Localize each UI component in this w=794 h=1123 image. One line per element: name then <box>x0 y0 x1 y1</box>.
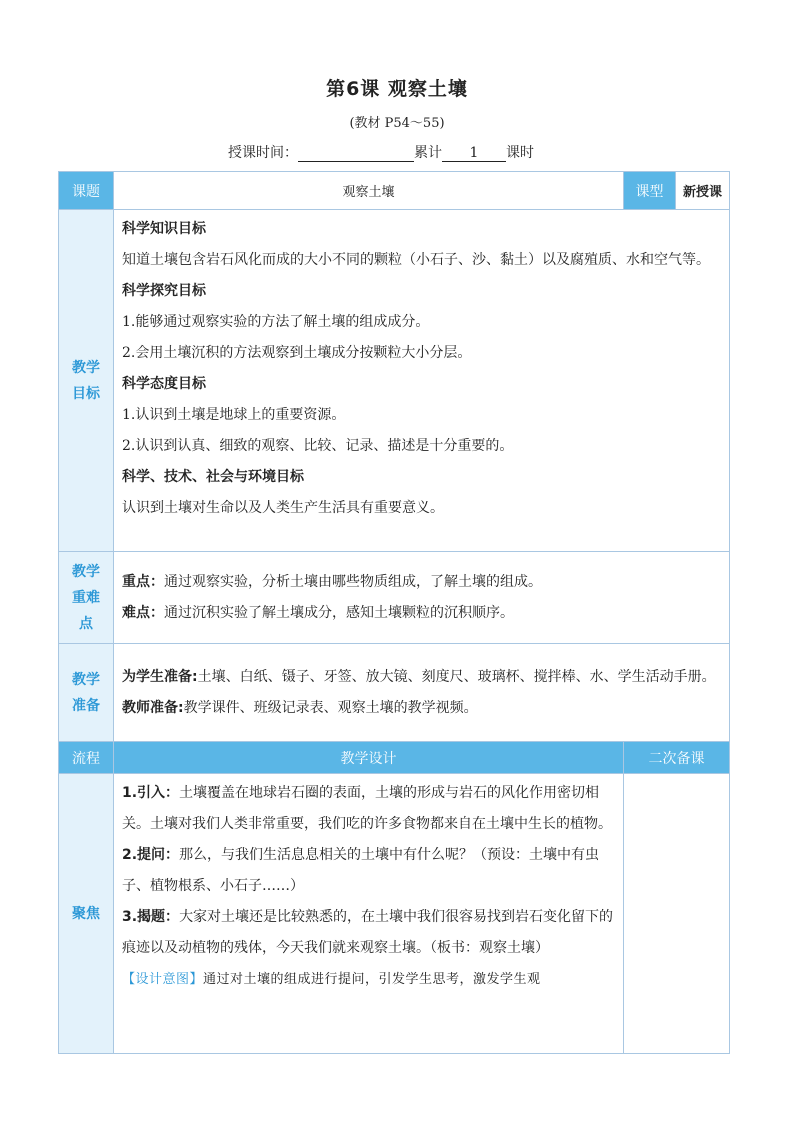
total-value: 1 <box>442 145 506 162</box>
difficult-point-line: 难点：通过沉积实验了解土壤成分，感知土壤颗粒的沉积顺序。 <box>122 604 514 621</box>
lesson-meta <box>228 142 534 162</box>
key-points-label: 教学 重难 点 <box>59 552 114 644</box>
goal-heading: 科学知识目标 <box>122 221 206 237</box>
goals-content <box>114 210 730 552</box>
goal-heading: 科学探究目标 <box>122 283 206 299</box>
goals-label: 教学 目标 <box>59 210 114 552</box>
focus-item: 1.引入：土壤覆盖在地球岩石圈的表面，土壤的形成与岩石的风化作用密切相关。土壤对我们人类非常重要，我们吃的许多食物都来自在土壤中生长的植物。 <box>122 785 612 832</box>
goal-line: 2.会用土壤沉积的方法观察到土壤成分按颗粒大小分层。 <box>122 345 472 361</box>
goal-line: 1.认识到土壤是地球上的重要资源。 <box>122 407 346 423</box>
time-label: 授课时间： <box>228 145 298 161</box>
focus-item: 3.揭题：大家对土壤还是比较熟悉的，在土壤中我们很容易找到岩石变化留下的痕迹以及动植物的残体，今天我们就来观察土壤。（板书：观察土壤） <box>122 909 614 956</box>
teacher-prep-line: 教师准备:教学课件、班级记录表、观察土壤的教学视频。 <box>122 699 478 716</box>
lesson-plan-table <box>58 171 730 1054</box>
topic-label: 课题 <box>59 172 114 210</box>
focus-content <box>114 774 624 1054</box>
goal-heading: 科学态度目标 <box>122 376 206 392</box>
key-point-line: 重点：通过观察实验，分析土壤由哪些物质组成，了解土壤的组成。 <box>122 573 542 590</box>
flow-header: 流程 <box>59 742 114 774</box>
goal-line: 认识到土壤对生命以及人类生产生活具有重要意义。 <box>122 500 444 516</box>
goal-heading: 科学、技术、社会与环境目标 <box>122 469 304 485</box>
student-prep-line: 为学生准备:土壤、白纸、镊子、牙签、放大镜、刻度尺、玻璃杯、搅拌棒、水、学生活动手册。 <box>122 668 716 685</box>
page-title: 第6课 观察土壤 <box>326 78 468 100</box>
total-label: 累计 <box>414 145 442 161</box>
goal-line: 知道土壤包含岩石风化而成的大小不同的颗粒（小石子、沙、黏土）以及腐殖质、水和空气等。 <box>122 252 710 268</box>
focus-label: 聚焦 <box>59 774 114 1054</box>
topic-value: 观察土壤 <box>114 172 624 210</box>
second-prep-cell[interactable] <box>624 774 730 1054</box>
preparation-label: 教学 准备 <box>59 644 114 742</box>
key-points-content <box>114 552 730 644</box>
textbook-pages: (教材 P54～55) <box>349 116 445 131</box>
type-label: 课型 <box>624 172 676 210</box>
type-value: 新授课 <box>676 172 730 210</box>
second-prep-header: 二次备课 <box>624 742 730 774</box>
design-header: 教学设计 <box>114 742 624 774</box>
goal-line: 2.认识到认真、细致的观察、比较、记录、描述是十分重要的。 <box>122 438 514 454</box>
preparation-content <box>114 644 730 742</box>
unit-label: 课时 <box>506 145 534 161</box>
time-blank[interactable] <box>298 145 414 162</box>
goal-line: 1.能够通过观察实验的方法了解土壤的组成成分。 <box>122 314 430 330</box>
focus-item: 2.提问：那么，与我们生活息息相关的土壤中有什么呢？（预设：土壤中有虫子、植物根系、小石子……） <box>122 847 600 894</box>
design-intent: 【设计意图】通过对土壤的组成进行提问，引发学生思考，激发学生观 <box>122 972 541 987</box>
